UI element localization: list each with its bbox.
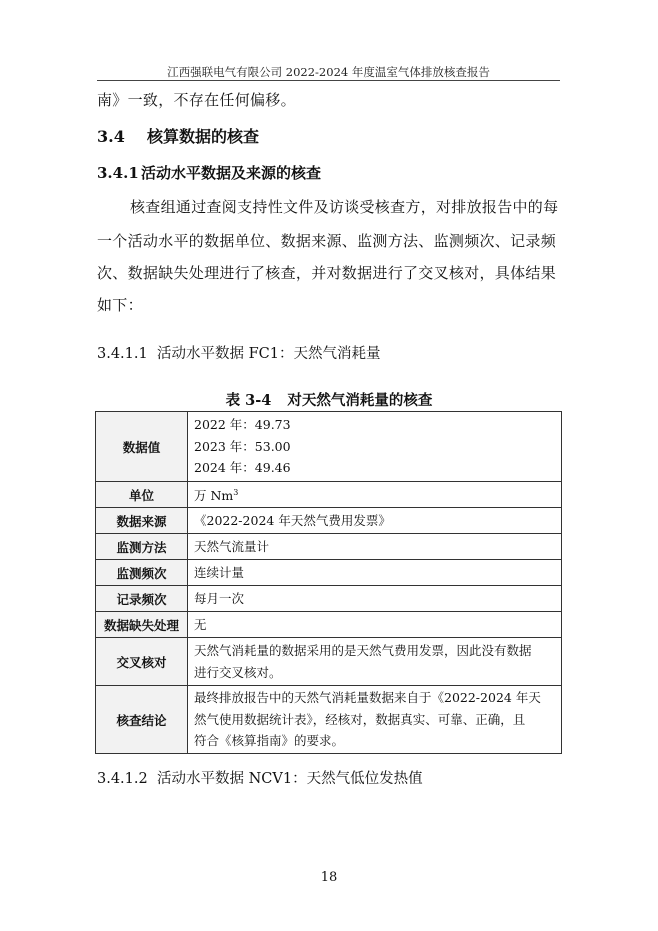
value-line: 符合《核算指南》的要求。 bbox=[194, 733, 345, 749]
value-line: 2023 年：53.00 bbox=[194, 438, 291, 454]
item-heading-ncv1 bbox=[97, 767, 423, 788]
row-label: 交叉核对 bbox=[96, 638, 188, 686]
paragraph-line: 如下： bbox=[97, 296, 143, 314]
value-line: 《2022-2024 年天然气费用发票》 bbox=[194, 512, 391, 528]
table-row bbox=[96, 560, 562, 586]
row-value bbox=[188, 560, 562, 586]
row-label: 记录频次 bbox=[96, 586, 188, 612]
section-title: 核算数据的核查 bbox=[147, 127, 260, 146]
section-number: 3.4 bbox=[97, 127, 125, 146]
header-rule bbox=[97, 80, 560, 81]
row-value bbox=[188, 586, 562, 612]
table-caption-number: 表 3-4 bbox=[225, 392, 272, 409]
section-heading bbox=[97, 124, 259, 147]
subsection-title: 活动水平数据及来源的核查 bbox=[141, 164, 322, 182]
row-label: 数据来源 bbox=[96, 508, 188, 534]
row-label: 核查结论 bbox=[96, 686, 188, 754]
paragraph-line: 一个活动水平的数据单位、数据来源、监测方法、监测频次、记录频 bbox=[97, 232, 557, 250]
table-caption bbox=[0, 389, 658, 410]
running-header: 江西强联电气有限公司 2022-2024 年度温室气体排放核查报告 bbox=[167, 65, 490, 79]
subsection-heading bbox=[97, 162, 321, 183]
table-row bbox=[96, 534, 562, 560]
paragraph-line: 次、数据缺失处理进行了核查，并对数据进行了交叉核对，具体结果 bbox=[97, 264, 557, 282]
row-label: 监测频次 bbox=[96, 560, 188, 586]
row-label: 监测方法 bbox=[96, 534, 188, 560]
item-heading-fc1 bbox=[97, 342, 381, 363]
paragraph-line: 核查组通过查阅支持性文件及访谈受核查方，对排放报告中的每 bbox=[130, 198, 559, 216]
value-line: 2022 年：49.73 bbox=[194, 417, 291, 433]
table-row bbox=[96, 686, 562, 754]
row-value bbox=[188, 638, 562, 686]
value-line: 2024 年：49.46 bbox=[194, 460, 291, 476]
table-caption-title: 对天然气消耗量的核查 bbox=[287, 392, 433, 409]
page-number: 18 bbox=[320, 870, 338, 885]
row-label: 数据缺失处理 bbox=[96, 612, 188, 638]
row-value bbox=[188, 482, 562, 508]
item-title: 活动水平数据 FC1：天然气消耗量 bbox=[157, 346, 381, 362]
table-row bbox=[96, 508, 562, 534]
continuation-text: 南》一致，不存在任何偏移。 bbox=[97, 91, 296, 109]
row-value bbox=[188, 508, 562, 534]
table-row bbox=[96, 638, 562, 686]
value-line: 无 bbox=[194, 616, 207, 632]
unit-superscript: 3 bbox=[233, 488, 239, 498]
row-label: 单位 bbox=[96, 482, 188, 508]
value-line: 进行交叉核对。 bbox=[194, 664, 282, 680]
row-value bbox=[188, 412, 562, 482]
value-line: 然气使用数据统计表》，经核对，数据真实、可靠、正确，且 bbox=[194, 711, 526, 727]
row-label: 数据值 bbox=[96, 412, 188, 482]
value-line: 连续计量 bbox=[194, 564, 245, 580]
row-value bbox=[188, 612, 562, 638]
table-row bbox=[96, 482, 562, 508]
table-row bbox=[96, 586, 562, 612]
subsection-number: 3.4.1 bbox=[97, 164, 139, 182]
value-line: 天然气流量计 bbox=[194, 538, 270, 554]
item-number: 3.4.1.1 bbox=[97, 346, 148, 362]
row-value bbox=[188, 686, 562, 754]
verification-table bbox=[95, 411, 562, 754]
row-value bbox=[188, 534, 562, 560]
item-title: 活动水平数据 NCV1：天然气低位发热值 bbox=[157, 771, 423, 787]
value-line: 天然气消耗量的数据采用的是天然气费用发票，因此没有数据 bbox=[194, 643, 532, 658]
table-row bbox=[96, 412, 562, 482]
item-number: 3.4.1.2 bbox=[97, 771, 148, 787]
value-line: 每月一次 bbox=[194, 590, 245, 606]
value-line: 最终排放报告中的天然气消耗量数据来自于《2022-2024 年天 bbox=[194, 690, 541, 706]
unit-text: 万 Nm bbox=[194, 488, 234, 504]
table-row bbox=[96, 612, 562, 638]
